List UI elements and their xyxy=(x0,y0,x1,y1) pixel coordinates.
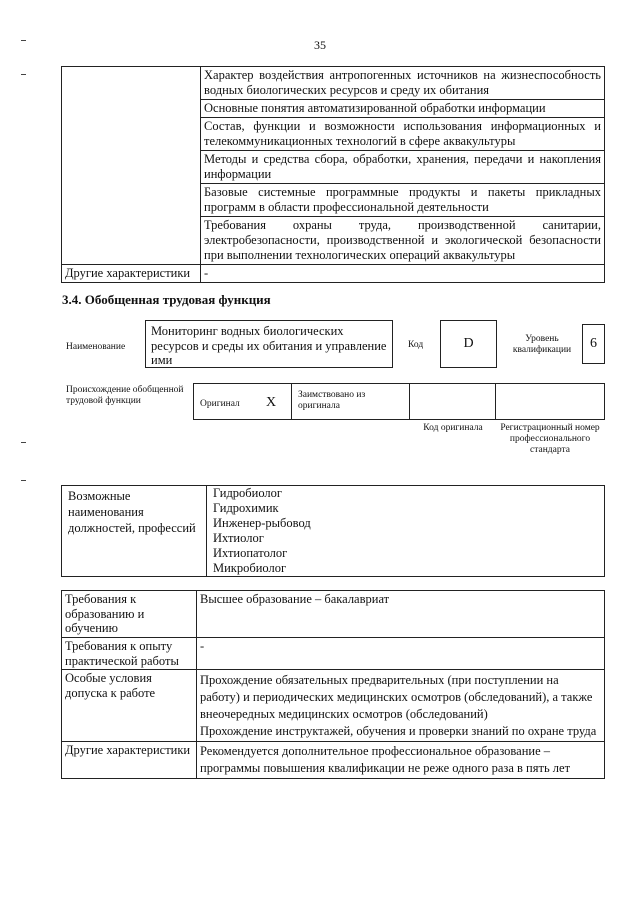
reg-number-label: Регистрационный номер профессионального стандарта xyxy=(500,423,600,455)
list-item: Микробиолог xyxy=(213,561,287,575)
knowledge-cell: Характер воздействия антропогенных источников на жизнеспособность водных биологических ресурсов и среду их обитания xyxy=(201,67,605,100)
table-row xyxy=(62,638,605,670)
education-label: Требования к образованию и обучению xyxy=(62,591,197,638)
table-row xyxy=(62,670,605,742)
level-label: Уровень квалификации xyxy=(512,334,572,355)
code-label: Код xyxy=(408,340,424,350)
code-original-cell xyxy=(409,383,496,420)
list-item: Гидрохимик xyxy=(213,501,279,515)
margin-mark xyxy=(21,74,26,75)
requirements-table xyxy=(61,590,605,779)
list-item: Ихтиолог xyxy=(213,531,264,545)
page-number: 35 xyxy=(314,38,326,52)
margin-mark xyxy=(21,480,26,481)
education-value: Высшее образование – бакалавриат xyxy=(197,591,605,638)
knowledge-cell: Состав, функции и возможности использования информационных и телекоммуникационных технологий в сфере аквакультуры xyxy=(201,118,605,151)
conditions-value xyxy=(197,670,605,742)
margin-mark xyxy=(21,40,26,41)
list-item: Гидробиолог xyxy=(213,486,283,500)
other-label: Другие характеристики xyxy=(62,265,201,283)
experience-label: Требования к опыту практической работы xyxy=(62,638,197,670)
table-row xyxy=(62,591,605,638)
positions-list xyxy=(207,486,605,577)
borrowed-label: Заимствовано из оригинала xyxy=(298,390,366,411)
code-original-label: Код оригинала xyxy=(423,423,483,433)
conditions-text-2: Прохождение инструктажей, обучения и проверки знаний по охране труда xyxy=(200,724,597,738)
knowledge-cell: Базовые системные программные продукты и пакеты прикладных программ в области профессиональной деятельности xyxy=(201,184,605,217)
table-row xyxy=(62,67,605,100)
level-value: 6 xyxy=(582,324,605,364)
positions-table xyxy=(61,485,605,577)
knowledge-cell: Требования охраны труда, производственной санитарии, электробезопасности, производственной и экологической безопасности при выполнении технологических операций аквакультуры xyxy=(201,217,605,265)
code-value: D xyxy=(440,320,497,368)
conditions-label: Особые условия допуска к работе xyxy=(62,670,197,742)
experience-value: - xyxy=(197,638,605,670)
other-label: Другие характеристики xyxy=(62,742,197,779)
table-row xyxy=(62,742,605,779)
knowledge-cell: Основные понятия автоматизированной обработки информации xyxy=(201,100,605,118)
empty-label-cell xyxy=(62,67,201,265)
knowledge-cell: Методы и средства сбора, обработки, хранения, передачи и накопления информации xyxy=(201,151,605,184)
reg-number-cell xyxy=(495,383,605,420)
name-label: Наименование xyxy=(66,342,126,352)
original-mark: X xyxy=(266,395,277,410)
borrowed-cell xyxy=(291,383,410,420)
list-item: Ихтиопатолог xyxy=(213,546,288,560)
other-value: Рекомендуется дополнительное профессиональное образование – программы повышения квалификации не реже одного раза в пять лет xyxy=(197,742,605,779)
function-name: Мониторинг водных биологических ресурсов и среды их обитания и управление ими xyxy=(145,320,393,368)
table-row xyxy=(62,265,605,283)
table-row xyxy=(62,486,605,577)
section-title: 3.4. Обобщенная трудовая функция xyxy=(62,292,271,307)
knowledge-table xyxy=(61,66,605,283)
original-cell xyxy=(193,383,292,420)
conditions-text-1: Прохождение обязательных предварительных (при поступлении на работу) и периодических медицинских осмотров (обследований), а также внеочередных медицинских осмотров (обследований) xyxy=(200,673,593,721)
list-item: Инженер-рыбовод xyxy=(213,516,311,530)
other-value: - xyxy=(201,265,605,283)
origin-label: Происхождение обобщенной трудовой функции xyxy=(66,385,184,406)
positions-label: Возможные наименования должностей, профессий xyxy=(62,486,207,577)
original-label: Оригинал xyxy=(200,399,240,409)
margin-mark xyxy=(21,442,26,443)
